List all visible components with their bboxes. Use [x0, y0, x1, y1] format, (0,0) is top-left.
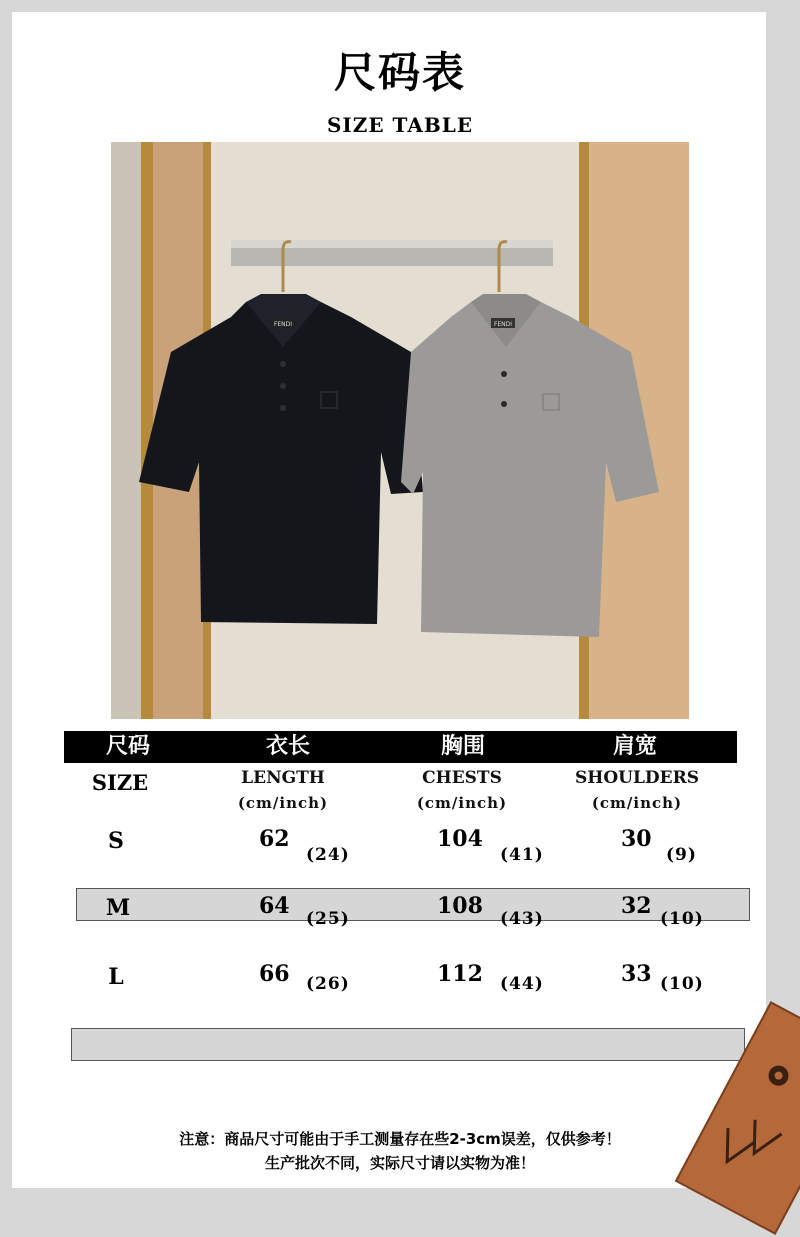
empty-row-box [71, 1028, 745, 1061]
header-size-en: SIZE [91, 770, 149, 795]
product-photo-illustration [111, 142, 689, 719]
note-line-1: 注意：商品尺寸可能由于手工测量存在些2-3cm误差，仅供参考！ [179, 1130, 621, 1148]
unit-length: (cm/inch) [237, 794, 329, 812]
size-s: S [108, 828, 124, 854]
page-title-english: SIZE TABLE [326, 113, 474, 137]
unit-chest: (cm/inch) [416, 794, 508, 812]
page-title-chinese: 尺码表 [333, 48, 466, 97]
shoulder-inch-s: (9) [666, 845, 697, 865]
size-m: M [105, 895, 131, 921]
chest-inch-s: (41) [500, 845, 544, 865]
shoulder-m: 32 [621, 893, 652, 919]
shoulder-inch-m: (10) [660, 909, 704, 929]
chest-l: 112 [437, 961, 483, 987]
shoulder-inch-l: (10) [660, 974, 704, 994]
header-shoulder-en: SHOULDERS [574, 768, 700, 788]
chest-m: 108 [437, 893, 483, 919]
header-chest-zh: 胸围 [440, 734, 485, 759]
length-s: 62 [259, 826, 290, 852]
unit-shoulder: (cm/inch) [591, 794, 683, 812]
length-inch-m: (25) [306, 909, 350, 929]
left-garment-label: FENDI [273, 321, 293, 328]
table-header-bar [64, 731, 737, 763]
size-l: L [108, 964, 124, 990]
header-chest-en: CHESTS [422, 768, 502, 788]
chest-inch-m: (43) [500, 909, 544, 929]
product-photo [111, 142, 689, 719]
length-inch-s: (24) [306, 845, 350, 865]
chest-inch-l: (44) [500, 974, 544, 994]
note-line-2: 生产批次不同，实际尺寸请以实物为准！ [264, 1154, 535, 1172]
length-l: 66 [259, 961, 290, 987]
length-m: 64 [259, 893, 290, 919]
shoulder-l: 33 [621, 961, 652, 987]
chest-s: 104 [437, 826, 483, 852]
shoulder-s: 30 [621, 826, 652, 852]
header-length-zh: 衣长 [265, 734, 310, 759]
header-length-en: LENGTH [241, 768, 325, 788]
header-shoulder-zh: 肩宽 [612, 734, 657, 759]
right-garment-label: FENDI [493, 321, 513, 328]
length-inch-l: (26) [306, 974, 350, 994]
header-size-zh: 尺码 [105, 734, 150, 759]
